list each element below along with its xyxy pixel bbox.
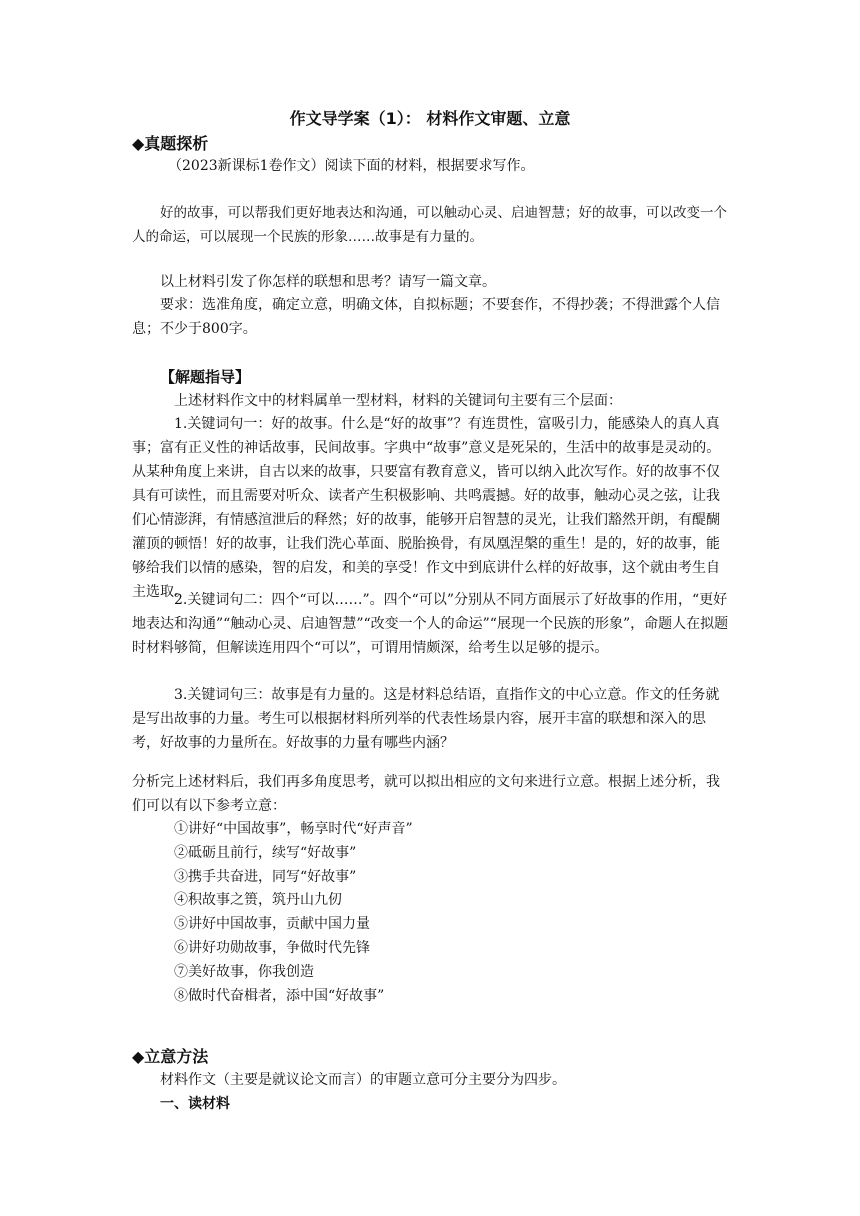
section-heading-exam: ◆真题探析 xyxy=(132,134,209,153)
exam-intro: （2023新课标1卷作文）阅读下面的材料，根据要求写作。 xyxy=(168,158,535,174)
list-item: ⑥讲好功勋故事，争做时代先锋 xyxy=(174,939,370,956)
list-item: ③携手共奋进，同写“好故事” xyxy=(174,868,357,885)
list-item: ⑤讲好中国故事，贡献中国力量 xyxy=(174,916,370,933)
list-item: ②砥砺且前行，续写“好故事” xyxy=(174,844,357,861)
key-phrase-3: 3.关键词句三：故事是有力量的。这是材料总结语，直指作文的中心立意。作文的任务就是写出故事的力量。考生可以根据材料所列举的代表性场景内容，展开丰富的联想和深入的思考，好故事的力量所在。好故事的力量有哪些内涵？ xyxy=(132,687,720,751)
guide-intro: 上述材料作文中的材料属单一型材料，材料的关键词句主要有三个层面： xyxy=(174,393,622,409)
idea-list xyxy=(174,818,413,1008)
list-item: ⑦美好故事，你我创造 xyxy=(174,963,314,980)
list-item: ④积故事之篑，筑丹山九仞 xyxy=(174,892,342,909)
key-phrase-2: 2.关键词句二：四个“可以……”。四个“可以”分别从不同方面展示了好故事的作用，“更好地表达和沟通”“触动心灵、启迪智慧”“改变一个人的命运”“展现一个民族的形象”，命题人在拟题时材料够简，但解读连用四个“可以”，可谓用情颇深，给考生以足够的提示。 xyxy=(132,592,729,656)
writing-prompt: 以上材料引发了你怎样的联想和思考？请写一篇文章。 xyxy=(160,274,496,290)
key-phrase-1: 1.关键词句一：好的故事。什么是“好的故事”？有连贯性，富吸引力，能感染人的真人真事；富有正义性的神话故事，民间故事。字典中“故事”意义是死呆的，生活中的故事是灵动的。从某种角度上来讲，自古以来的故事，只要富有教育意义，皆可以纳入此次写作。好的故事不仅具有可读性，而且需要对听众、读者产生积极影响、共鸣震撼。好的故事，触动心灵之弦，让我们心情澎湃，有情感渲泄后的释然；好的故事，能够开启智慧的灵光，让我们豁然开朗，有醍醐灌顶的顿悟！好的故事，让我们洗心革面、脱胎换骨，有凤凰涅槃的重生！是的，好的故事，能够给我们以情的感染，智的启发，和美的享受！作文中到底讲什么样的好故事，这个就由考生自主选取。 xyxy=(132,416,721,600)
analysis-text: 分析完上述材料后，我们再多角度思考，就可以拟出相应的文句来进行立意。根据上述分析，我们可以有以下参考立意： xyxy=(132,774,720,814)
method-intro: 材料作文（主要是就议论文而言）的审题立意可分主要分为四步。 xyxy=(160,1072,566,1088)
step-heading: 一、读材料 xyxy=(160,1096,230,1112)
page-title: 作文导学案（1）： 材料作文审题、立意 xyxy=(289,109,571,128)
list-item: ⑧做时代奋楫者，添中国“好故事” xyxy=(174,987,385,1004)
section-heading-method: ◆立意方法 xyxy=(132,1047,209,1066)
list-item: ①讲好“中国故事”，畅享时代“好声音” xyxy=(174,821,413,837)
guide-heading: 【解题指导】 xyxy=(160,368,251,386)
material-text: 好的故事，可以帮我们更好地表达和沟通，可以触动心灵、启迪智慧；好的故事，可以改变一个人的命运，可以展现一个民族的形象……故事是有力量的。 xyxy=(132,205,727,245)
writing-requirements: 要求：选准角度，确定立意，明确文体，自拟标题；不要套作，不得抄袭；不得泄露个人信息；不少于800字。 xyxy=(132,297,720,337)
